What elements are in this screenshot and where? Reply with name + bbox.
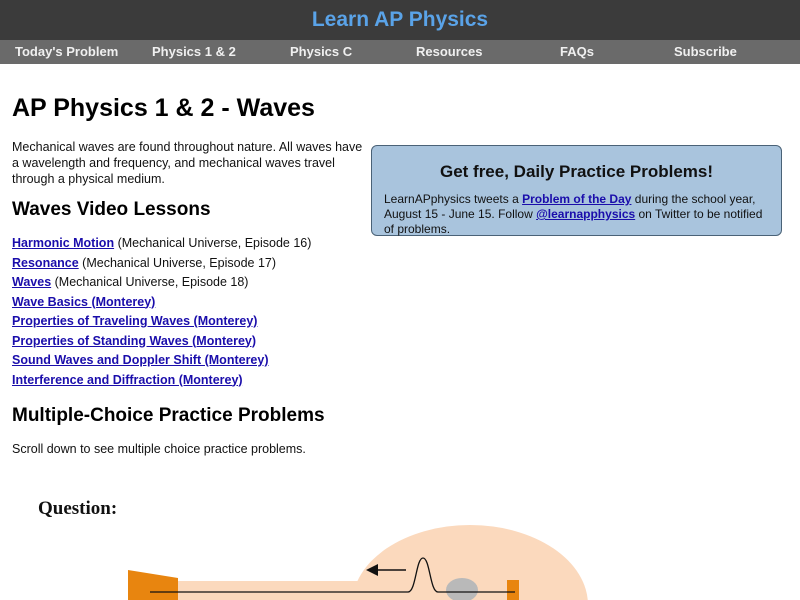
lesson-item [12, 236, 372, 256]
promo-title: Get free, Daily Practice Problems! [439, 162, 714, 181]
video-lessons-heading: Waves Video Lessons [12, 199, 211, 220]
intro-paragraph: Mechanical waves are found throughout nature. All waves have a wavelength and frequency, and mechanical waves travel through a physical medium. [12, 140, 363, 186]
lesson-link-traveling-waves[interactable]: Properties of Traveling Waves (Monterey) [12, 314, 258, 328]
nav-faqs[interactable]: FAQs [560, 44, 594, 59]
lesson-item [12, 353, 372, 373]
nav-todays-problem[interactable]: Today's Problem [15, 44, 119, 59]
lesson-link-sound-doppler[interactable]: Sound Waves and Doppler Shift (Monterey) [12, 353, 269, 367]
promo-text-part: on Twitter to be notified of problems. [384, 207, 763, 236]
guitar-headstock [128, 570, 178, 600]
lesson-link-interference-diffraction[interactable]: Interference and Diffraction (Monterey) [12, 372, 243, 387]
scroll-note: Scroll down to see multiple choice practice problems. [12, 442, 306, 456]
lesson-item [12, 295, 372, 315]
lesson-link-harmonic-motion[interactable]: Harmonic Motion [12, 236, 115, 250]
nav-resources[interactable]: Resources [416, 44, 483, 59]
lesson-link-standing-waves[interactable]: Properties of Standing Waves (Monterey) [12, 333, 257, 348]
twitter-handle-link[interactable]: @learnapphysics [536, 207, 636, 221]
nav-subscribe[interactable]: Subscribe [674, 44, 737, 59]
lesson-link-resonance[interactable]: Resonance [12, 255, 79, 270]
video-lessons-list [12, 236, 372, 392]
lesson-item [12, 256, 372, 276]
daily-problems-promo [371, 145, 782, 236]
question-label: Question: [38, 498, 118, 519]
nav-physics-1-2[interactable]: Physics 1 & 2 [152, 44, 236, 59]
promo-text-part: during the school year, August 15 - June 15. Follow [384, 192, 756, 221]
lesson-item [12, 334, 372, 354]
lesson-link-waves[interactable]: Waves [12, 275, 52, 289]
nav-physics-c[interactable]: Physics C [290, 44, 353, 59]
mc-problems-heading: Multiple-Choice Practice Problems [12, 405, 325, 426]
promo-text-part: LearnAPphysics tweets a [384, 192, 523, 206]
guitar-wave-diagram [0, 520, 800, 600]
lesson-item [12, 275, 372, 295]
lesson-source: (Mechanical Universe, Episode 17) [78, 255, 277, 270]
lesson-source: (Mechanical Universe, Episode 16) [114, 236, 312, 250]
lesson-item [12, 373, 372, 393]
guitar-neck [178, 581, 398, 600]
promo-text [384, 192, 769, 237]
lesson-link-wave-basics[interactable]: Wave Basics (Monterey) [12, 294, 156, 309]
site-title[interactable]: Learn AP Physics [311, 8, 489, 31]
guitar-bridge [507, 580, 519, 600]
guitar-wave-figure [0, 520, 800, 600]
lesson-item [12, 314, 372, 334]
main-nav [0, 40, 800, 64]
problem-of-the-day-link[interactable]: Problem of the Day [522, 192, 632, 206]
lesson-source: (Mechanical Universe, Episode 18) [51, 275, 249, 289]
page-title: AP Physics 1 & 2 - Waves [12, 94, 315, 122]
site-header [0, 0, 800, 40]
